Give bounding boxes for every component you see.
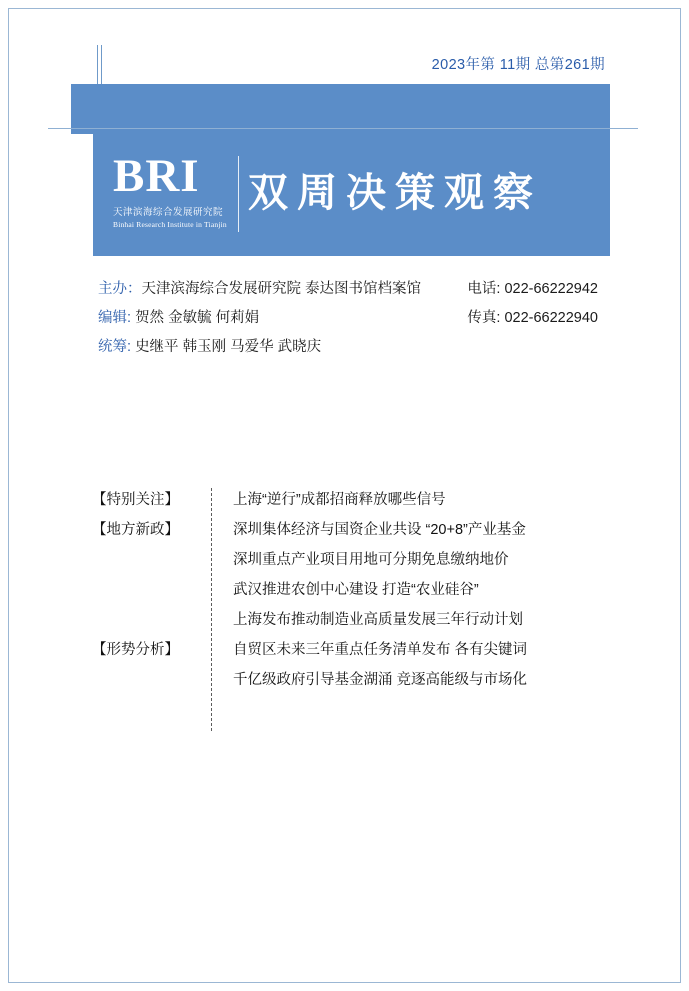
- credit-label: 编辑:: [98, 310, 132, 326]
- publication-title: 双周决策观察: [248, 170, 542, 216]
- toc-row[interactable]: [92, 548, 612, 578]
- logo-english-name: Binhai Research Institute in Tianjin: [113, 220, 227, 229]
- credit-value: 史继平 韩玉刚 马爱华 武晓庆: [135, 339, 322, 355]
- toc-article-title[interactable]: 上海“逆行”成都招商释放哪些信号: [233, 492, 446, 508]
- credit-phone: 电话: 022-66222942: [467, 281, 598, 297]
- toc-category: 【形势分析】: [92, 642, 179, 658]
- credits-block: [98, 277, 598, 364]
- logo-abbreviation: BRI: [113, 150, 200, 202]
- toc-row[interactable]: [92, 608, 612, 638]
- toc-category: 【地方新政】: [92, 522, 179, 538]
- credit-row: [98, 277, 598, 306]
- credit-value: 贺然 金敏毓 何莉娟: [135, 310, 260, 326]
- toc-article-title[interactable]: 千亿级政府引导基金湖涌 竞逐高能级与市场化: [233, 672, 528, 688]
- credit-label: 主办：: [98, 281, 142, 297]
- institute-logo: [113, 152, 238, 229]
- toc-article-title[interactable]: 深圳集体经济与国资企业共设 “20+8”产业基金: [233, 522, 526, 538]
- toc-row[interactable]: [92, 578, 612, 608]
- toc-category: 【特别关注】: [92, 492, 179, 508]
- issue-number: 2023年第 11期 总第261期: [431, 57, 605, 73]
- masthead-horizontal-rule: [48, 128, 638, 129]
- table-of-contents: [92, 488, 612, 698]
- credit-row: [98, 306, 598, 335]
- credit-fax: 传真: 022-66222940: [467, 310, 598, 326]
- toc-row[interactable]: [92, 668, 612, 698]
- masthead-banner-top: [71, 84, 610, 134]
- logo-divider: [238, 156, 239, 232]
- toc-article-title[interactable]: 自贸区未来三年重点任务清单发布 各有尖键词: [233, 642, 528, 658]
- toc-article-title[interactable]: 深圳重点产业项目用地可分期免息缴纳地价: [233, 552, 509, 568]
- toc-article-title[interactable]: 武汉推进农创中心建设 打造“农业硅谷”: [233, 582, 479, 598]
- toc-row[interactable]: [92, 638, 612, 668]
- credit-value: 天津滨海综合发展研究院 泰达图书馆档案馆: [141, 281, 422, 297]
- logo-chinese-name: 天津滨海综合发展研究院: [113, 207, 224, 218]
- toc-article-title[interactable]: 上海发布推动制造业高质量发展三年行动计划: [233, 612, 523, 628]
- credit-label: 统筹:: [98, 339, 132, 355]
- toc-row[interactable]: [92, 488, 612, 518]
- toc-row[interactable]: [92, 518, 612, 548]
- credit-row: [98, 335, 598, 364]
